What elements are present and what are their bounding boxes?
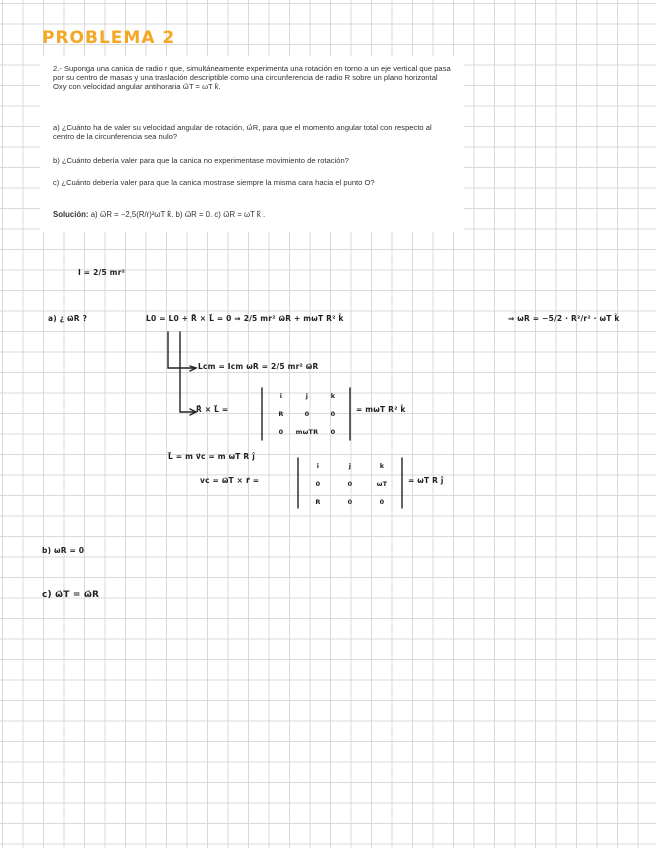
note-a-result: ⇒ ωR = −5/2 · R²/r² · ωT k̂	[508, 314, 620, 323]
matrix-1-cell: k	[330, 392, 336, 400]
note-a-equation: L0 = L0 + R⃗ × L⃗ = 0 ⇒ 2/5 mr² ω⃗R + mωT R² k̂	[146, 314, 344, 323]
solution-text: a) ω⃗R = −2,5(R/r)²ωT k̂. b) ω⃗R = 0. c) ω⃗R = ωT k̂ .	[90, 210, 266, 219]
note-inertia: I = 2/5 mr²	[78, 268, 126, 277]
branch-arrow-lcm	[168, 332, 196, 368]
page-title: PROBLEMA 2	[42, 28, 176, 48]
branch-arrow-rxl	[180, 332, 196, 412]
matrix-1-cell: R	[278, 410, 284, 418]
matrix-2-cell: j	[348, 462, 352, 470]
matrix-1-cell: 0	[330, 410, 336, 418]
question-a: a) ¿Cuánto ha de valer su velocidad angular de rotación, ω⃗R, para que el momento angular total con respecto al centro de la circunferencia sea nulo?	[53, 123, 432, 141]
note-vc: vc = ω⃗T × r⃗ =	[200, 476, 260, 485]
matrix-1-cell: 0	[330, 428, 336, 436]
matrix-2-cell: ωT	[376, 480, 388, 488]
solution-label: Solución:	[53, 210, 89, 219]
matrix-2-cell: 0	[347, 498, 353, 506]
matrix-1-cell: j	[305, 392, 309, 400]
question-b: b) ¿Cuánto debería valer para que la canica no experimentase movimiento de rotación?	[53, 156, 349, 165]
note-l-mv: L⃗ = m v⃗c = m ωT R ĵ	[168, 452, 255, 461]
matrix-2-cell: 0	[347, 480, 353, 488]
matrix-1-cell: i	[279, 392, 283, 400]
matrix-1-cell: 0	[278, 428, 284, 436]
matrix-1-cell: 0	[304, 410, 310, 418]
note-a-question: a) ¿ ω⃗R ?	[48, 314, 88, 323]
note-c: c) ω⃗T = ω⃗R	[42, 590, 100, 600]
matrix-2-cell: R	[315, 498, 321, 506]
matrix-2-cell: k	[379, 462, 385, 470]
question-c: c) ¿Cuánto debería valer para que la canica mostrase siempre la misma cara hacia el punto O?	[53, 178, 375, 187]
note-vc-result: = ωT R ĵ	[408, 476, 444, 485]
note-b: b) ωR = 0	[42, 546, 85, 555]
matrix-1-cell: mωTR	[295, 428, 319, 436]
matrix-2-cell: i	[316, 462, 320, 470]
note-rxl: R⃗ × L⃗ =	[196, 405, 229, 414]
note-rxl-result: = mωT R² k̂	[356, 405, 406, 414]
problem-statement: 2.- Suponga una canica de radio r que, simultáneamente experimenta una rotación en torno a un eje vertical que pasa por su centro de masas y una traslación descriptible como una circunferencia de radio R sobre un plano horizontal Oxy con velocidad angular antihoraria ω⃗T = ωT k̂.	[53, 64, 451, 91]
matrix-2-cell: 0	[315, 480, 321, 488]
note-l-cm: Lcm = Icm ωR = 2/5 mr² ω⃗R	[198, 362, 319, 371]
matrix-2-cell: 0	[379, 498, 385, 506]
